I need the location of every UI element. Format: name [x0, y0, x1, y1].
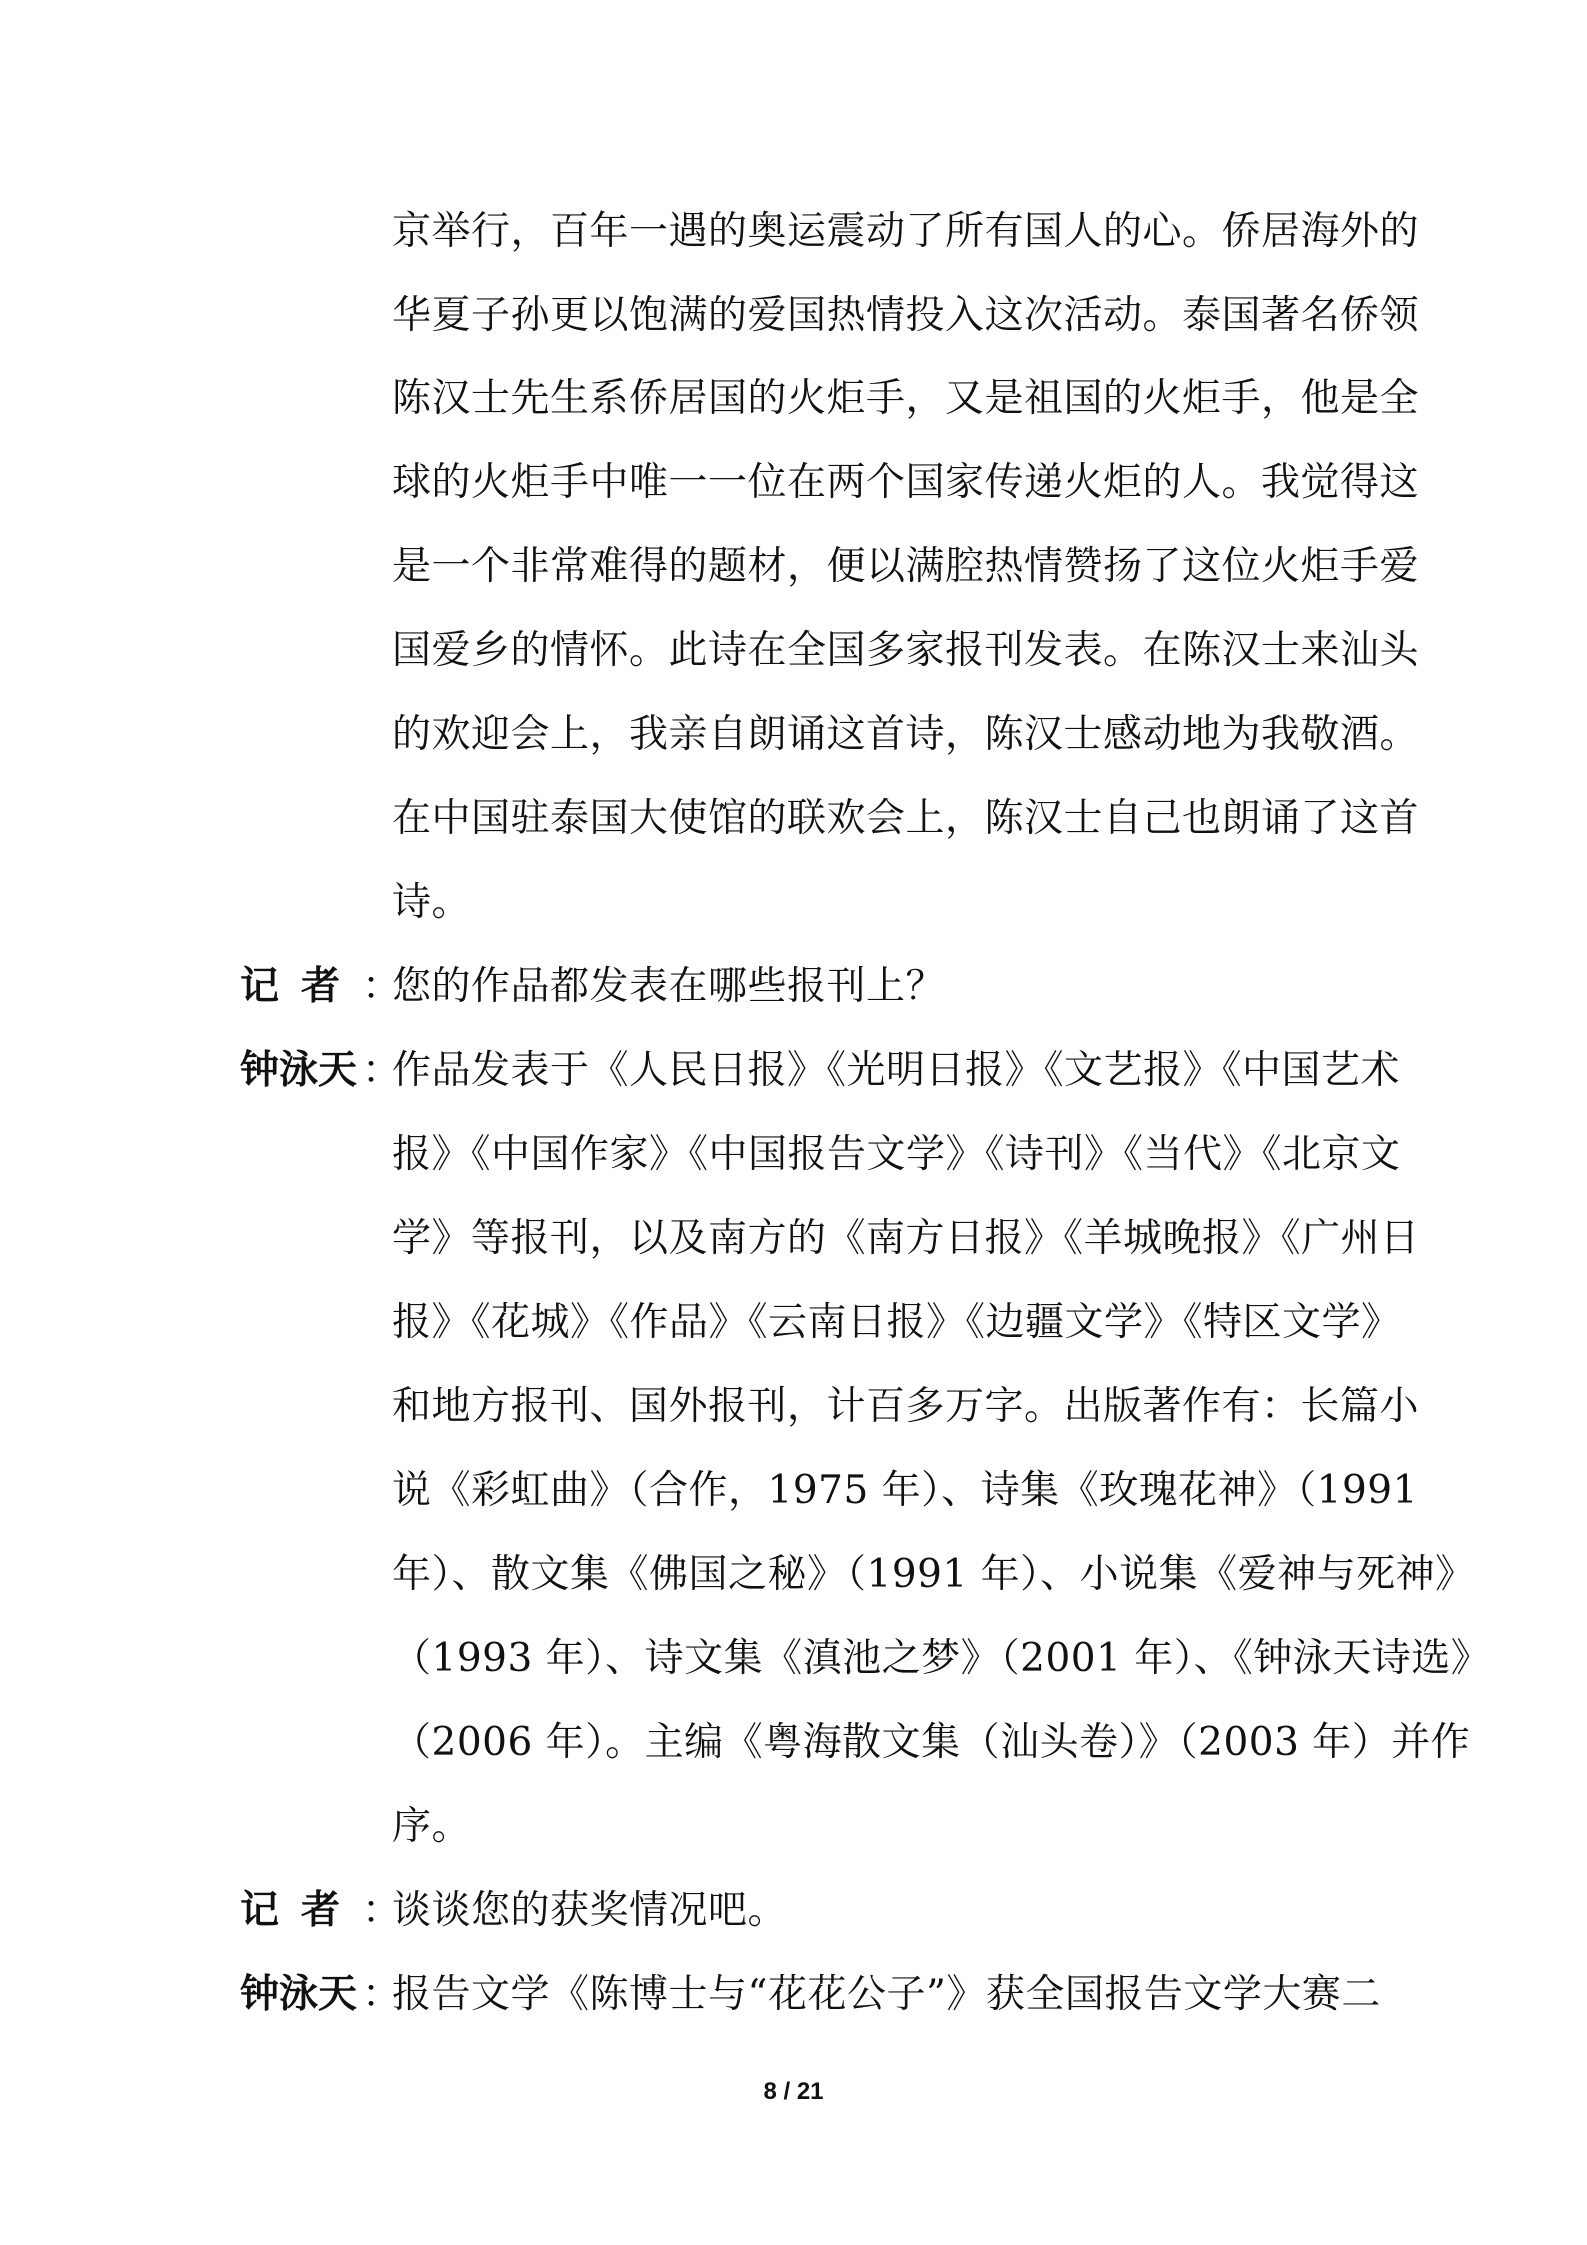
answer-line: 说《彩虹曲》（合作，1975 年）、诗集《玫瑰花神》（1991: [392, 1468, 1418, 1513]
paragraph-line: 球的火炬手中唯一一位在两个国家传递火炬的人。我觉得这: [392, 460, 1420, 505]
question-text: 谈谈您的获奖情况吧。: [392, 1888, 788, 1933]
paragraph-line: 陈汉士先生系侨居国的火炬手，又是祖国的火炬手，他是全: [392, 376, 1420, 421]
speaker-zhong-yongtian: 钟泳天: [240, 1048, 358, 1093]
page-number: 8 / 21: [763, 2078, 824, 2105]
paragraph-line: 京举行，百年一遇的奥运震动了所有国人的心。侨居海外的: [392, 209, 1420, 254]
answer-line: 年）、散文集《佛国之秘》（1991 年）、小说集《爱神与死神》: [392, 1552, 1475, 1597]
answer-line: （2006 年）。主编《粤海散文集（汕头卷）》（2003 年）并作: [392, 1720, 1471, 1765]
speaker-zhong-yongtian: 钟泳天: [240, 1972, 358, 2017]
speaker-reporter: 记者: [240, 1888, 363, 1933]
answer-line: 报》《花城》《作品》《云南日报》《边疆文学》《特区文学》: [392, 1300, 1401, 1345]
paragraph-line: 的欢迎会上，我亲自朗诵这首诗，陈汉士感动地为我敬酒。: [392, 712, 1420, 757]
speaker-colon: ：: [362, 1888, 402, 1933]
answer-line: 序。: [392, 1804, 472, 1849]
speaker-colon: ：: [362, 1048, 402, 1093]
speaker-reporter: 记者: [240, 964, 363, 1009]
paragraph-line: 诗。: [392, 880, 472, 925]
question-text: 您的作品都发表在哪些报刊上？: [392, 964, 946, 1009]
answer-line: （1993 年）、诗文集《滇池之梦》（2001 年）、《钟泳天诗选》: [392, 1636, 1491, 1681]
answer-line: 报》《中国作家》《中国报告文学》《诗刊》《当代》《北京文: [392, 1132, 1401, 1177]
paragraph-line: 华夏子孙更以饱满的爱国热情投入这次活动。泰国著名侨领: [392, 293, 1420, 338]
answer-line: 学》等报刊，以及南方的《南方日报》《羊城晚报》《广州日: [392, 1216, 1420, 1261]
answer-line: 报告文学《陈博士与“花花公子”》获全国报告文学大赛二: [392, 1972, 1381, 2017]
answer-line: 作品发表于《人民日报》《光明日报》《文艺报》《中国艺术: [392, 1048, 1401, 1093]
paragraph-line: 国爱乡的情怀。此诗在全国多家报刊发表。在陈汉士来汕头: [392, 628, 1420, 673]
answer-line: 和地方报刊、国外报刊，计百多万字。出版著作有：长篇小: [392, 1384, 1420, 1429]
paragraph-line: 是一个非常难得的题材，便以满腔热情赞扬了这位火炬手爱: [392, 544, 1420, 589]
speaker-colon: ：: [362, 964, 402, 1009]
paragraph-line: 在中国驻泰国大使馆的联欢会上，陈汉士自己也朗诵了这首: [392, 796, 1420, 841]
speaker-colon: ：: [362, 1972, 402, 2017]
